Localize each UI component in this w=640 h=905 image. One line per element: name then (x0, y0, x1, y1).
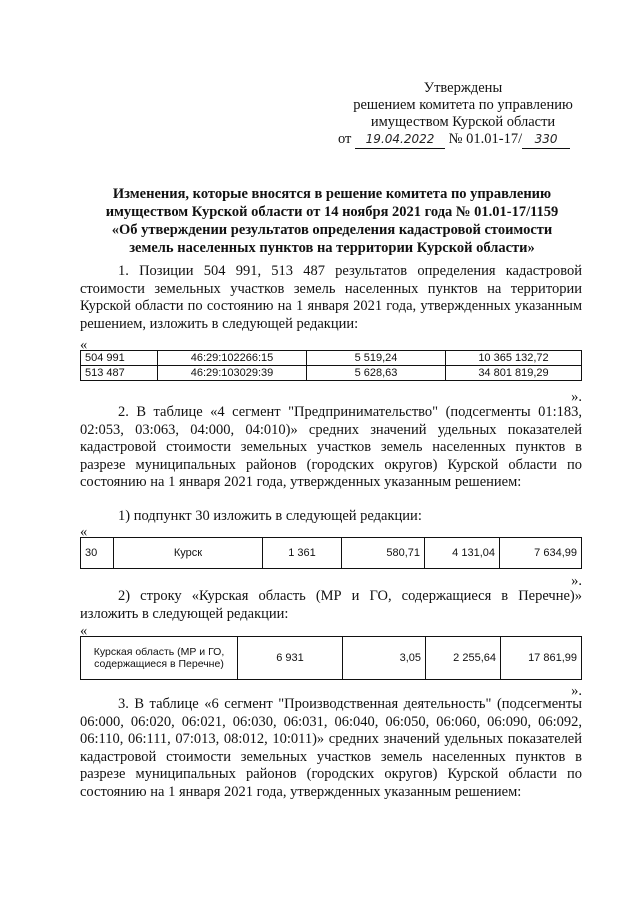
table-cell: 5 519,24 (307, 351, 446, 366)
table-cell: 1 361 (263, 538, 342, 569)
section-2-paragraph (80, 404, 582, 492)
table-cell: 3,05 (343, 637, 426, 680)
title-line-2: имуществом Курской области от 14 ноября 2021 года № 01.01-17/1159 (105, 204, 559, 220)
close-quote-1: ». (571, 389, 582, 405)
document-title (72, 185, 592, 257)
handwritten-date: 19.04.2022 (355, 131, 445, 149)
section-2-sub-1 (80, 508, 582, 526)
table-region (80, 636, 582, 680)
approval-line-2: решением комитета по управлению (353, 97, 573, 113)
table-cell: 34 801 819,29 (446, 366, 582, 381)
table-cell: 46:29:103029:39 (158, 366, 307, 381)
date-prefix: от (338, 131, 352, 147)
close-quote-2: ». (571, 573, 582, 589)
table-cell: 580,71 (342, 538, 425, 569)
approval-block (338, 80, 588, 149)
sub-1-text: 1) подпункт 30 изложить в следующей редакции: (118, 508, 422, 524)
table-row (81, 538, 582, 569)
table-kursk (80, 537, 582, 569)
section-2-sub-2 (80, 588, 582, 623)
approval-line-1: Утверждены (423, 80, 503, 96)
approval-date-line (338, 131, 588, 149)
table-row (81, 351, 582, 366)
table-cell: 10 365 132,72 (446, 351, 582, 366)
table-cell: 6 931 (238, 637, 343, 680)
handwritten-number: 330 (522, 131, 570, 149)
section-3-paragraph (80, 696, 582, 801)
title-line-1: Изменения, которые вносятся в решение комитета по управлению (112, 186, 552, 202)
table-cell: 30 (81, 538, 114, 569)
table-cell: 513 487 (81, 366, 158, 381)
close-quote-3: ». (571, 683, 582, 699)
section-1-paragraph (80, 263, 582, 333)
open-quote-1: « (80, 337, 88, 353)
table-cell: 504 991 (81, 351, 158, 366)
table-row (81, 637, 582, 680)
title-line-3: «Об утверждении результатов определения кадастровой стоимости (111, 222, 553, 238)
table-cell: 7 634,99 (500, 538, 582, 569)
sub-2-text: 2) строку «Курская область (МР и ГО, содержащиеся в Перечне)» изложить в следующей редакции: (80, 588, 582, 622)
table-cell: 17 861,99 (501, 637, 582, 680)
open-quote-3: « (80, 623, 88, 639)
table-row (81, 366, 582, 381)
title-line-4: земель населенных пунктов на территории Курской области» (129, 240, 535, 256)
section-2-text: 2. В таблице «4 сегмент "Предпринимательство" (подсегменты 01:183, 02:053, 03:063, 04:000, 04:010)» средних значений удельных показателей кадастровой стоимости земельных участков земель населенных пунктов в разрезе муниципальных районов (городских округов) Курской области по состоянию на 1 января 2021 года, утвержденных указанным решением: (80, 404, 582, 490)
table-cell: 5 628,63 (307, 366, 446, 381)
table-cell: Курск (114, 538, 263, 569)
section-3-text: 3. В таблице «6 сегмент "Производственная деятельность" (подсегменты 06:000, 06:020, 06:021, 06:030, 06:031, 06:040, 06:050, 06:060, 06:090, 06:092, 06:110, 06:111, 07:013, 08:012, 10:011)» средних значений удельных показателей кадастровой стоимости земельных участков земель населенных пунктов в разрезе муниципальных районов (городских округов) Курской области по состоянию на 1 января 2021 года, утвержденных указанным решением: (80, 696, 582, 800)
table-cell: Курская область (МР и ГО, содержащиеся в Перечне) (81, 637, 238, 680)
table-cell: 2 255,64 (426, 637, 501, 680)
table-positions (80, 350, 582, 381)
section-1-text: 1. Позиции 504 991, 513 487 результатов определения кадастровой стоимости земельных участков земель населенных пунктов на территории Курской области по состоянию на 1 января 2021 года, утвержденных указанным решением, изложить в следующей редакции: (80, 263, 582, 332)
table-cell: 4 131,04 (425, 538, 500, 569)
open-quote-2: « (80, 524, 88, 540)
approval-line-3: имуществом Курской области (370, 114, 556, 130)
number-prefix: № 01.01-17/ (448, 131, 523, 147)
table-cell: 46:29:102266:15 (158, 351, 307, 366)
